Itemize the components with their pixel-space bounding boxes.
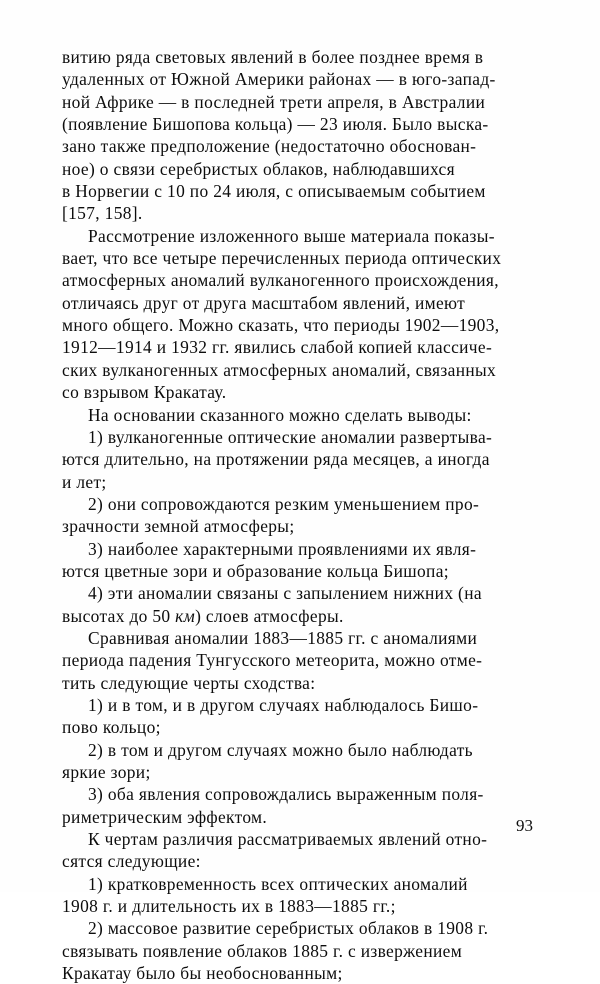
paragraph bbox=[62, 694, 539, 739]
text-line: 1908 г. и длительность их в 1883—1885 гг.; bbox=[62, 896, 396, 917]
paragraph bbox=[62, 917, 539, 984]
text-line: 1) и в том, и в другом случаях наблюдалось Бишо- bbox=[88, 694, 479, 715]
text-line: витию ряда световых явлений в более позднее время в bbox=[62, 47, 484, 67]
text-line: 2) они сопровождаются резким уменьшением про- bbox=[88, 493, 480, 514]
paragraph bbox=[62, 582, 539, 627]
text-line: ских вулканогенных атмосферных аномалий, связанных bbox=[62, 359, 497, 380]
text-line: сятся следующие: bbox=[62, 851, 201, 872]
text-line: пово кольцо; bbox=[62, 717, 161, 738]
text-line: 2) в том и другом случаях можно было наблюдать bbox=[88, 739, 473, 760]
text-line: ной Африке — в последней трети апреля, в Австралии bbox=[62, 91, 486, 112]
text-line: и лет; bbox=[62, 471, 107, 492]
italic-unit: км bbox=[175, 605, 196, 626]
text-line: 3) оба явления сопровождались выраженным поля- bbox=[88, 784, 484, 805]
paragraph bbox=[62, 538, 539, 583]
text-line: 1912—1914 и 1932 гг. явились слабой копией классиче- bbox=[62, 337, 493, 358]
text-line: 1) вулканогенные оптические аномалии развертыва- bbox=[88, 426, 493, 447]
text-line: 2) массовое развитие серебристых облаков в 1908 г. bbox=[88, 918, 489, 939]
text-line: Сравнивая аномалии 1883—1885 гг. с аномалиями bbox=[88, 627, 478, 648]
text-line: вает, что все четыре перечисленных периода оптических bbox=[62, 248, 502, 269]
text-line: зрачности земной атмосферы; bbox=[62, 516, 295, 537]
text-line: много общего. Можно сказать, что периоды 1902—1903, bbox=[62, 315, 500, 336]
paragraph bbox=[62, 493, 539, 538]
text-line: [157, 158]. bbox=[62, 203, 143, 224]
paragraph bbox=[62, 627, 539, 694]
text-line: 3) наиболее характерными проявлениями их явля- bbox=[88, 538, 477, 559]
page-text-body bbox=[62, 46, 539, 984]
text-line: ное) о связи серебристых облаков, наблюдавшихся bbox=[62, 158, 455, 179]
paragraph bbox=[62, 404, 539, 426]
text-line: 1) кратковременность всех оптических аномалий bbox=[88, 873, 468, 894]
paragraph bbox=[62, 739, 539, 784]
text-line: удаленных от Южной Америки районах — в юго-запад- bbox=[62, 69, 496, 90]
text-line: На основании сказанного можно сделать выводы: bbox=[88, 404, 472, 425]
text-line: атмосферных аномалий вулканогенного происхождения, bbox=[62, 270, 499, 291]
text-line: высотах до 50 км) слоев атмосферы. bbox=[62, 605, 344, 626]
text-line: (появление Бишопова кольца) — 23 июля. Было выска- bbox=[62, 114, 489, 135]
text-line: тить следующие черты сходства: bbox=[62, 672, 316, 693]
paragraph bbox=[62, 225, 539, 404]
text-line: ются цветные зори и образование кольца Бишопа; bbox=[62, 560, 449, 581]
text-line: К чертам различия рассматриваемых явлений отно- bbox=[88, 829, 488, 850]
text-line: риметрическим эффектом. bbox=[62, 806, 268, 827]
text-line: яркие зори; bbox=[62, 762, 151, 782]
text-line: зано также предположение (недостаточно обоснован- bbox=[62, 136, 477, 157]
text-line: отличаясь друг от друга масштабом явлений, имеют bbox=[62, 292, 466, 313]
text-line: периода падения Тунгусского метеорита, можно отме- bbox=[62, 650, 483, 671]
paragraph bbox=[62, 426, 539, 493]
text-line: 4) эти аномалии связаны с запылением нижних (на bbox=[88, 583, 482, 604]
text-line: ются длительно, на протяжении ряда месяцев, а иногда bbox=[62, 449, 490, 470]
text-line: Рассмотрение изложенного выше материала показы- bbox=[88, 225, 495, 246]
text-line: в Норвегии с 10 по 24 июля, с описываемым событием bbox=[62, 181, 486, 202]
text-line: связывать появление облаков 1885 г. с извержением bbox=[62, 940, 463, 961]
page-number: 93 bbox=[516, 816, 533, 835]
text-line: со взрывом Кракатау. bbox=[62, 382, 227, 403]
text-line: Кракатау было бы необоснованным; bbox=[62, 963, 343, 984]
paragraph bbox=[62, 46, 539, 225]
paragraph bbox=[62, 873, 539, 918]
